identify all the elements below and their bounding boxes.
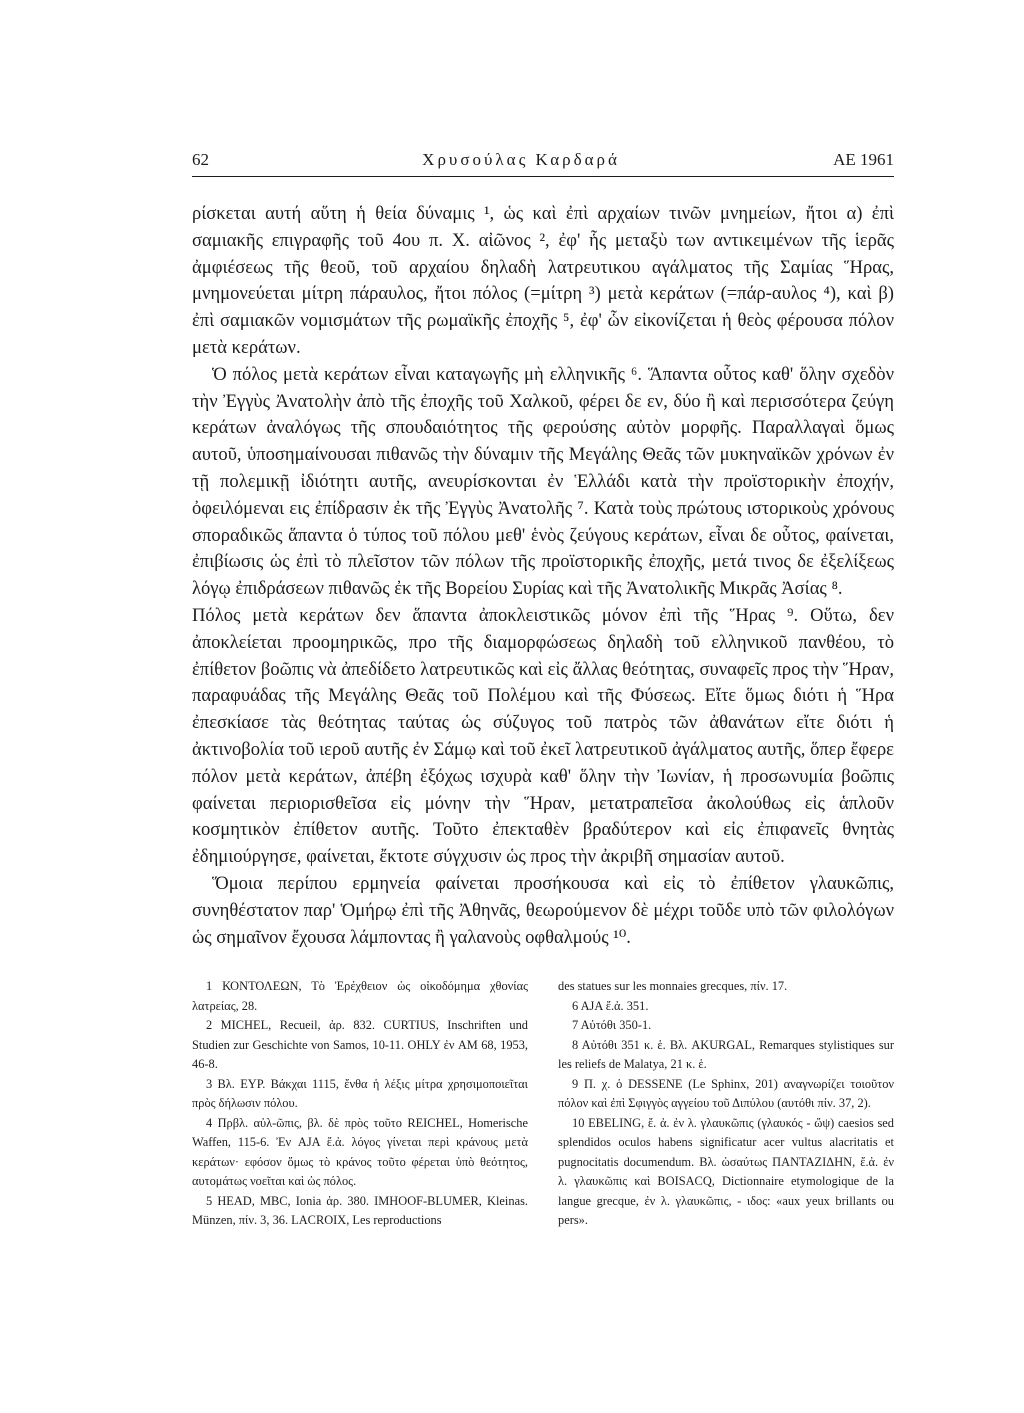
paragraph: ρίσκεται αυτή αὕτη ἡ θεία δύναμις ¹, ὡς καὶ ἐπὶ αρχαίων τινῶν μνημείων, ἤτοι α) ἐπὶ σαμιακῆς επιγραφῆς τοῦ 4ου π. Χ. αἰῶνος ², ἐφ' ἧς μεταξὺ των αντικειμένων τῆς ἱερᾶς ἀμφιέσεως τῆς θεοῦ, τοῦ αρχαίου δηλαδὴ λατρευτικου αγάλματος τῆς Σαμίας Ἥρας, μνημονεύεται μίτρη πάραυλος, ἤτοι πόλος (=μίτρη ³) μετὰ κεράτων (=πάρ-αυλος ⁴), καὶ β) ἐπὶ σαμιακῶν νομισμάτων τῆς ρωμαϊκῆς ἐποχῆς ⁵, ἐφ' ὧν εἰκονίζεται ἡ θεὸς φέρουσα πόλον μετὰ κεράτων. (192, 203, 894, 358)
footnotes-right-column (558, 977, 894, 1231)
page (192, 150, 894, 1231)
footnotes (192, 977, 894, 1231)
paragraph: Ὅμοια περίπου ερμηνεία φαίνεται προσήκουσα καὶ εἰς τὸ ἐπίθετον γλαυκῶπις, συνηθέστατον παρ' Ὁμήρῳ ἐπὶ τῆς Ἀθηνᾶς, θεωρούμενον δὲ μέχρι τοῦδε υπὸ τῶν φιλολόγων ὡς σημαῖνον ἔχουσα λάμποντας ἢ γαλανοὺς οφθαλμούς ¹⁰. (192, 872, 894, 948)
footnote: 4 Πρβλ. αὐλ-ῶπις, βλ. δὲ πρὸς τοῦτο REICHEL, Homerische Waffen, 115-6. Ἐν AJA ἔ.ἀ. λόγος γίνεται περὶ κράνους μετὰ κεράτων· εφόσον ὅμως τὸ κράνος τοῦτο φέρεται ὑπὸ θεότητος, αυτομάτως νοεῖται καὶ ὡς πόλος. (192, 1115, 528, 1189)
author-name: Χρυσούλας Καρδαρά (422, 150, 620, 169)
footnote: 9 Π. χ. ὁ DESSENE (Le Sphinx, 201) αναγνωρίζει τοιοῦτον πόλον καὶ ἐπὶ Σφιγγὸς αγγείου τοῦ Διπύλου (αυτόθι πίν. 37, 2). (558, 1076, 894, 1111)
footnote: 1 ΚΟΝΤΟΛΕΩΝ, Τὸ Ἐρέχθειον ὡς οἰκοδόμημα χθονίας λατρείας, 28. (192, 979, 528, 1013)
running-header (192, 150, 894, 177)
journal-ref: ΑΕ 1961 (833, 150, 894, 169)
paragraph: Ὁ πόλος μετὰ κεράτων εἶναι καταγωγῆς μὴ ελληνικῆς ⁶. Ἅπαντα οὗτος καθ' ὅλην σχεδὸν τὴν Ἐγγὺς Ἀνατολὴν ἀπὸ τῆς ἐποχῆς τοῦ Χαλκοῦ, φέρει δε εν, δύο ἢ καὶ περισσότερα ζεύγη κεράτων ἀναλόγως τῆς σπουδαιότητος τῆς φερούσης αὐτὸν μορφῆς. Παραλλαγαὶ ὅμως αυτοῦ, ὑποσημαίνουσαι πιθανῶς τὴν δύναμιν τῆς Μεγάλης Θεᾶς τῶν μυκηναϊκῶν χρόνων ἐν τῇ πολεμικῇ ἰδιότητι αυτῆς, ανευρίσκονται ἐν Ἑλλάδι κατὰ τὴν προϊστορικὴν ἐποχήν, ὀφειλόμεναι εις ἐπίδρασιν ἐκ τῆς Ἐγγὺς Ἀνατολῆς ⁷. Κατὰ τοὺς πρώτους ιστορικοὺς χρόνους σποραδικῶς ἅπαντα ὁ τύπος τοῦ πόλου μεθ' ἑνὸς ζεύγους κεράτων, εἶναι δε οὗτος, φαίνεται, ἐπιβίωσις ὡς ἐπὶ τὸ πλεῖστον τῶν πόλων τῆς προϊστορικῆς ἐποχῆς, μετά τινος δε ἐξελίξεως λόγῳ ἐπιδράσεων πιθανῶς ἐκ τῆς Βορείου Συρίας καὶ τῆς Ἀνατολικῆς Μικρᾶς Ἀσίας ⁸. (192, 363, 894, 600)
main-text (192, 201, 894, 951)
footnote: 5 HEAD, MBC, Ionia ἀρ. 380. IMHOOF-BLUMER, Kleinas. Münzen, πίν. 3, 36. LACROIX, Les reproductions (192, 1193, 528, 1228)
paragraph: Πόλος μετὰ κεράτων δεν ἅπαντα ἀποκλειστικῶς μόνον ἐπὶ τῆς Ἥρας ⁹. Οὕτω, δεν ἀποκλείεται προομηρικῶς, προ τῆς διαμορφώσεως δηλαδὴ τοῦ ελληνικοῦ πανθέου, τὸ ἐπίθετον βοῶπις νὰ ἀπεδίδετο λατρευτικῶς καὶ εἰς ἄλλας θεότητας, συναφεῖς προς τὴν Ἥραν, παραφυάδας τῆς Μεγάλης Θεᾶς τοῦ Πολέμου καὶ τῆς Φύσεως. Εἴτε ὅμως διότι ἡ Ἥρα ἐπεσκίασε τὰς θεότητας ταύτας ὡς σύζυγος τοῦ πατρὸς τῶν ἀθανάτων εἴτε διότι ἡ ἀκτινοβολία τοῦ ιεροῦ αυτῆς ἐν Σάμῳ καὶ τοῦ ἐκεῖ λατρευτικοῦ ἀγάλματος αυτῆς, ὅπερ ἔφερε πόλον μετὰ κεράτων, ἀπέβη ἐξόχως ισχυρὰ καθ' ὅλην τὴν Ἰωνίαν, ἡ προσωνυμία βοῶπις φαίνεται περιορισθεῖσα εἰς μόνην τὴν Ἥραν, μετατραπεῖσα ἀκολούθως εἰς ἁπλοῦν κοσμητικὸν ἐπίθετον αυτῆς. Τοῦτο ἐπεκταθὲν βραδύτερον καὶ εἰς ἐπιφανεῖς θνητὰς ἐδημιούργησε, φαίνεται, ἔκτοτε σύγχυσιν ὡς προς τὴν ἀκριβῆ σημασίαν αυτοῦ. (192, 604, 894, 868)
footnote: 7 Αὐτόθι 350-1. (572, 1018, 652, 1033)
footnote-continuation: des statues sur les monnaies grecques, πίν. 17. (558, 979, 788, 994)
page-number: 62 (192, 150, 209, 169)
footnotes-left-column (192, 977, 528, 1231)
footnote: 10 EBELING, ἔ. ἀ. ἐν λ. γλαυκῶπις (γλαυκός - ὤψ) caesios sed splendidos oculos habens significatur acer vultus alacritatis et pugnocitatis documendum. Βλ. ὡσαύτως ΠΑΝΤΑΖΙΔΗΝ, ἔ.ἀ. ἐν λ. γλαυκῶπις καὶ BOISACQ, Dictionnaire etymologique de la langue grecque, ἐν λ. γλαυκῶπις, - ιδος: «aux yeux brillants ou pers». (558, 1115, 894, 1228)
footnote: 2 MICHEL, Recueil, ἀρ. 832. CURTIUS, Inschriften und Studien zur Geschichte von Samos, 10-11. OHLY ἐν AM 68, 1953, 46-8. (192, 1018, 528, 1072)
footnote: 8 Αὐτόθι 351 κ. ἑ. Βλ. AKURGAL, Remarques stylistiques sur les reliefs de Malatya, 21 κ. ἑ. (558, 1037, 894, 1072)
footnote: 6 AJA ἔ.ἀ. 351. (572, 998, 649, 1013)
footnote: 3 Βλ. ΕΥΡ. Βάκχαι 1115, ἔνθα ἡ λέξις μίτρα χρησιμοποιεῖται πρὸς δήλωσιν πόλου. (192, 1076, 528, 1111)
